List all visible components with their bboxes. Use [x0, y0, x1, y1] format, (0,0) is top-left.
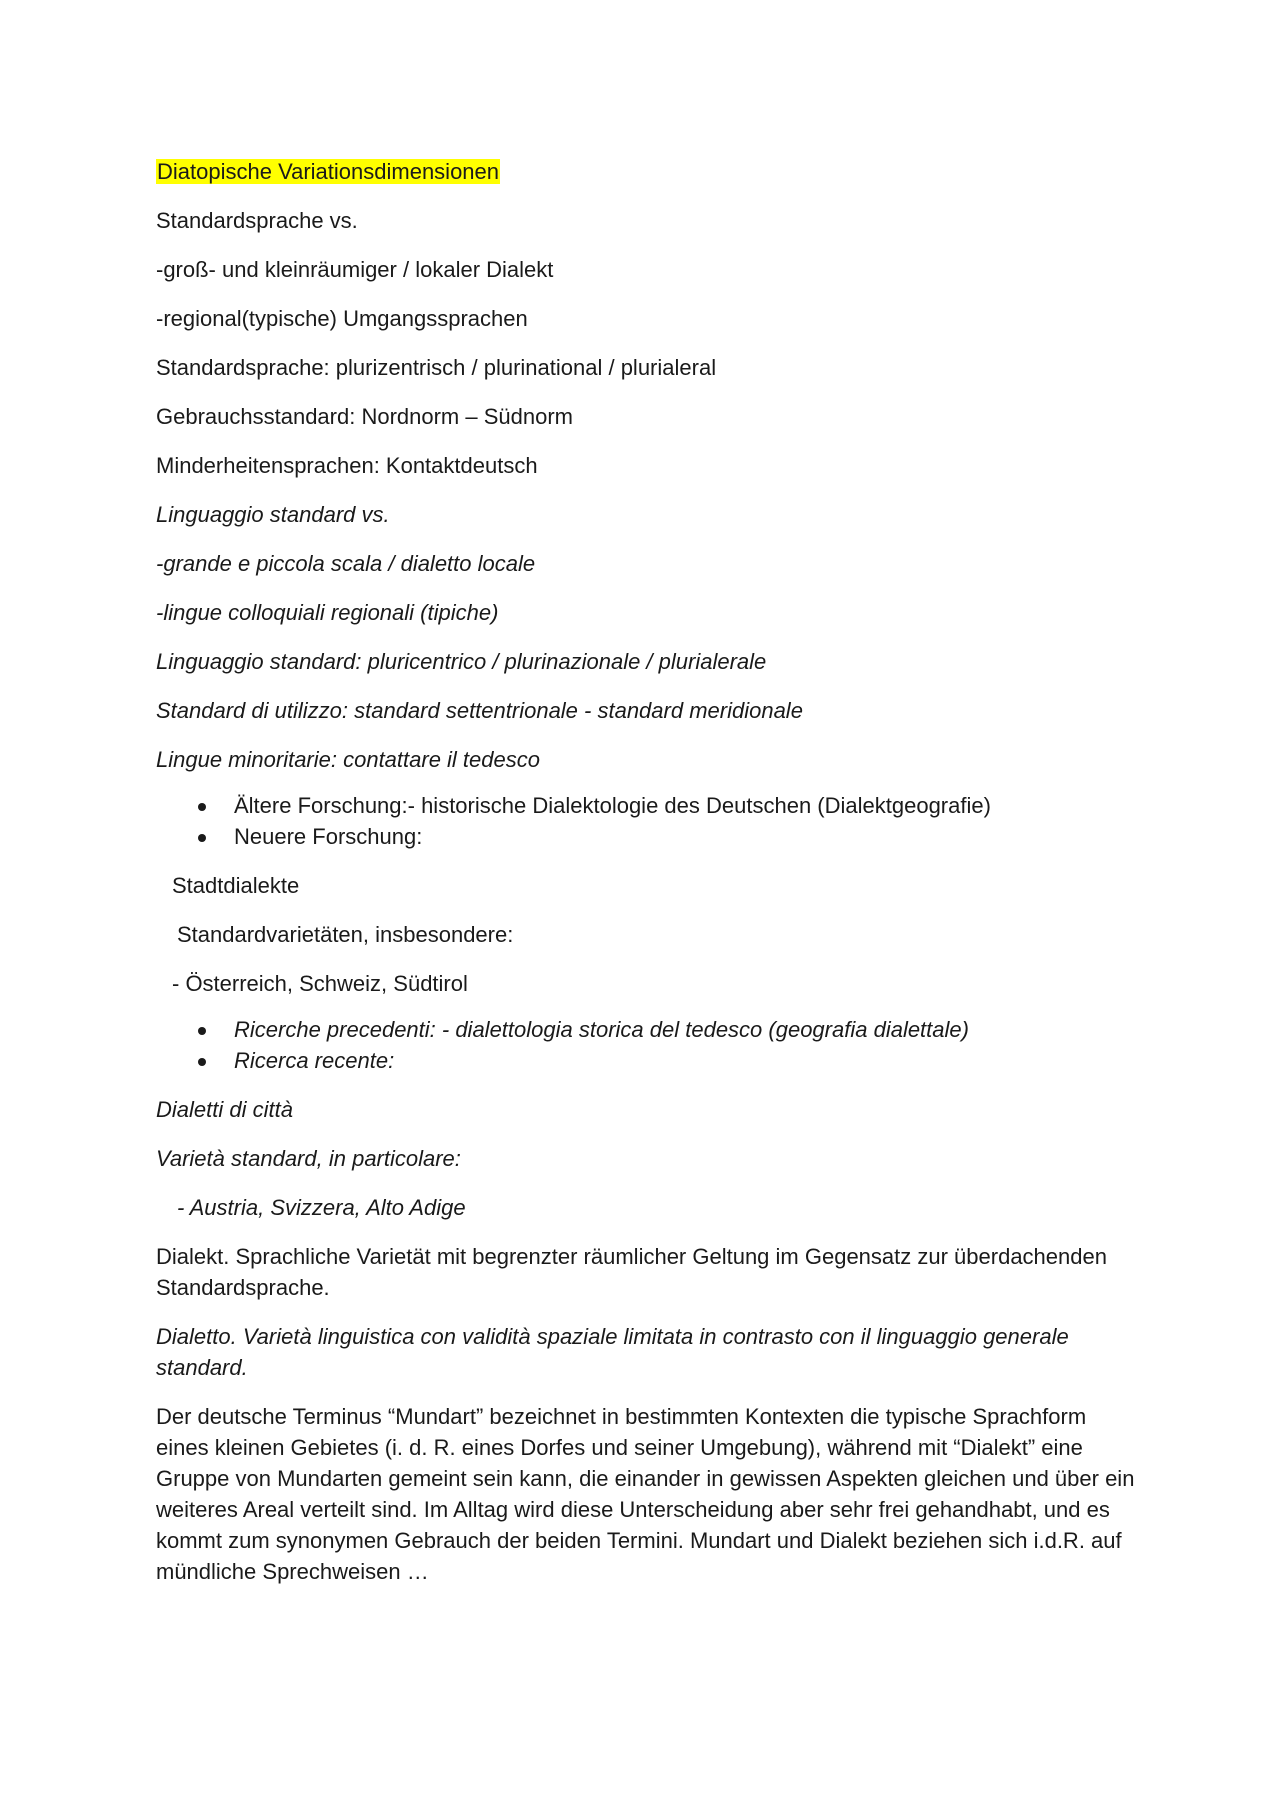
line-gebrauchsstandard: Gebrauchsstandard: Nordnorm – Südnorm [156, 404, 573, 429]
line-stadtdialekte: Stadtdialekte [172, 873, 300, 898]
bullet-icon [198, 834, 206, 842]
line-colloquiali: -lingue colloquiali regionali (tipiche) [156, 600, 499, 625]
line-standardvarietaeten: Standardvarietäten, insbesondere: [177, 922, 514, 947]
list-item: Neuere Forschung: [156, 821, 1136, 852]
line-standardsprache-vs: Standardsprache vs. [156, 208, 358, 233]
bullet-icon [198, 803, 206, 811]
line-linguaggio-vs: Linguaggio standard vs. [156, 502, 390, 527]
line-standard-utilizzo: Standard di utilizzo: standard settentrionale - standard meridionale [156, 698, 803, 723]
bullet-icon [198, 1058, 206, 1066]
bullet-list-de [156, 790, 1136, 852]
list-item: Ältere Forschung:- historische Dialektologie des Deutschen (Dialektgeografie) [156, 790, 1136, 821]
list-item: Ricerca recente: [156, 1045, 1136, 1076]
paragraph-dialekt-definition: Dialekt. Sprachliche Varietät mit begrenzter räumlicher Geltung im Gegensatz zur überdachenden Standardsprache. [156, 1244, 1107, 1300]
paragraph-mundart: Der deutsche Terminus “Mundart” bezeichnet in bestimmten Kontexten die typische Sprachform eines kleinen Gebietes (i. d. R. eines Dorfes und seiner Umgebung), während mit “Dialekt” eine Gruppe von Mundarten gemeint sein kann, die einander in gewissen Aspekten gleichen und über ein weiteres Areal verteilt sind. Im Alltag wird diese Unterscheidung aber sehr frei gehandhabt, und es kommt zum synonymen Gebrauch der beiden Termini. Mundart und Dialekt beziehen sich i.d.R. auf mündliche Sprechweisen … [156, 1404, 1135, 1584]
line-paesi-it: - Austria, Svizzera, Alto Adige [177, 1195, 466, 1220]
line-minderheitensprachen: Minderheitensprachen: Kontaktdeutsch [156, 453, 538, 478]
line-umgangssprachen: -regional(typische) Umgangssprachen [156, 306, 528, 331]
line-dialetti-citta: Dialetti di città [156, 1097, 293, 1122]
paragraph-dialetto-definition: Dialetto. Varietà linguistica con validità spaziale limitata in contrasto con il linguaggio generale standard. [156, 1324, 1069, 1380]
document-page [156, 156, 1136, 1605]
line-lingue-minoritarie: Lingue minoritarie: contattare il tedesco [156, 747, 540, 772]
line-laender-de: - Österreich, Schweiz, Südtirol [172, 971, 468, 996]
highlighted-title: Diatopische Variationsdimensionen [157, 159, 500, 184]
heading [156, 156, 1136, 187]
line-dialetto-scala: -grande e piccola scala / dialetto locale [156, 551, 536, 576]
list-item: Ricerche precedenti: - dialettologia storica del tedesco (geografia dialettale) [156, 1014, 1136, 1045]
line-dialekt-scale: -groß- und kleinräumiger / lokaler Dialekt [156, 257, 554, 282]
line-plurizentrisch: Standardsprache: plurizentrisch / plurinational / plurialeral [156, 355, 717, 380]
line-varieta-standard: Varietà standard, in particolare: [156, 1146, 461, 1171]
line-pluricentrico: Linguaggio standard: pluricentrico / plurinazionale / plurialerale [156, 649, 767, 674]
bullet-list-it [156, 1014, 1136, 1076]
bullet-icon [198, 1027, 206, 1035]
